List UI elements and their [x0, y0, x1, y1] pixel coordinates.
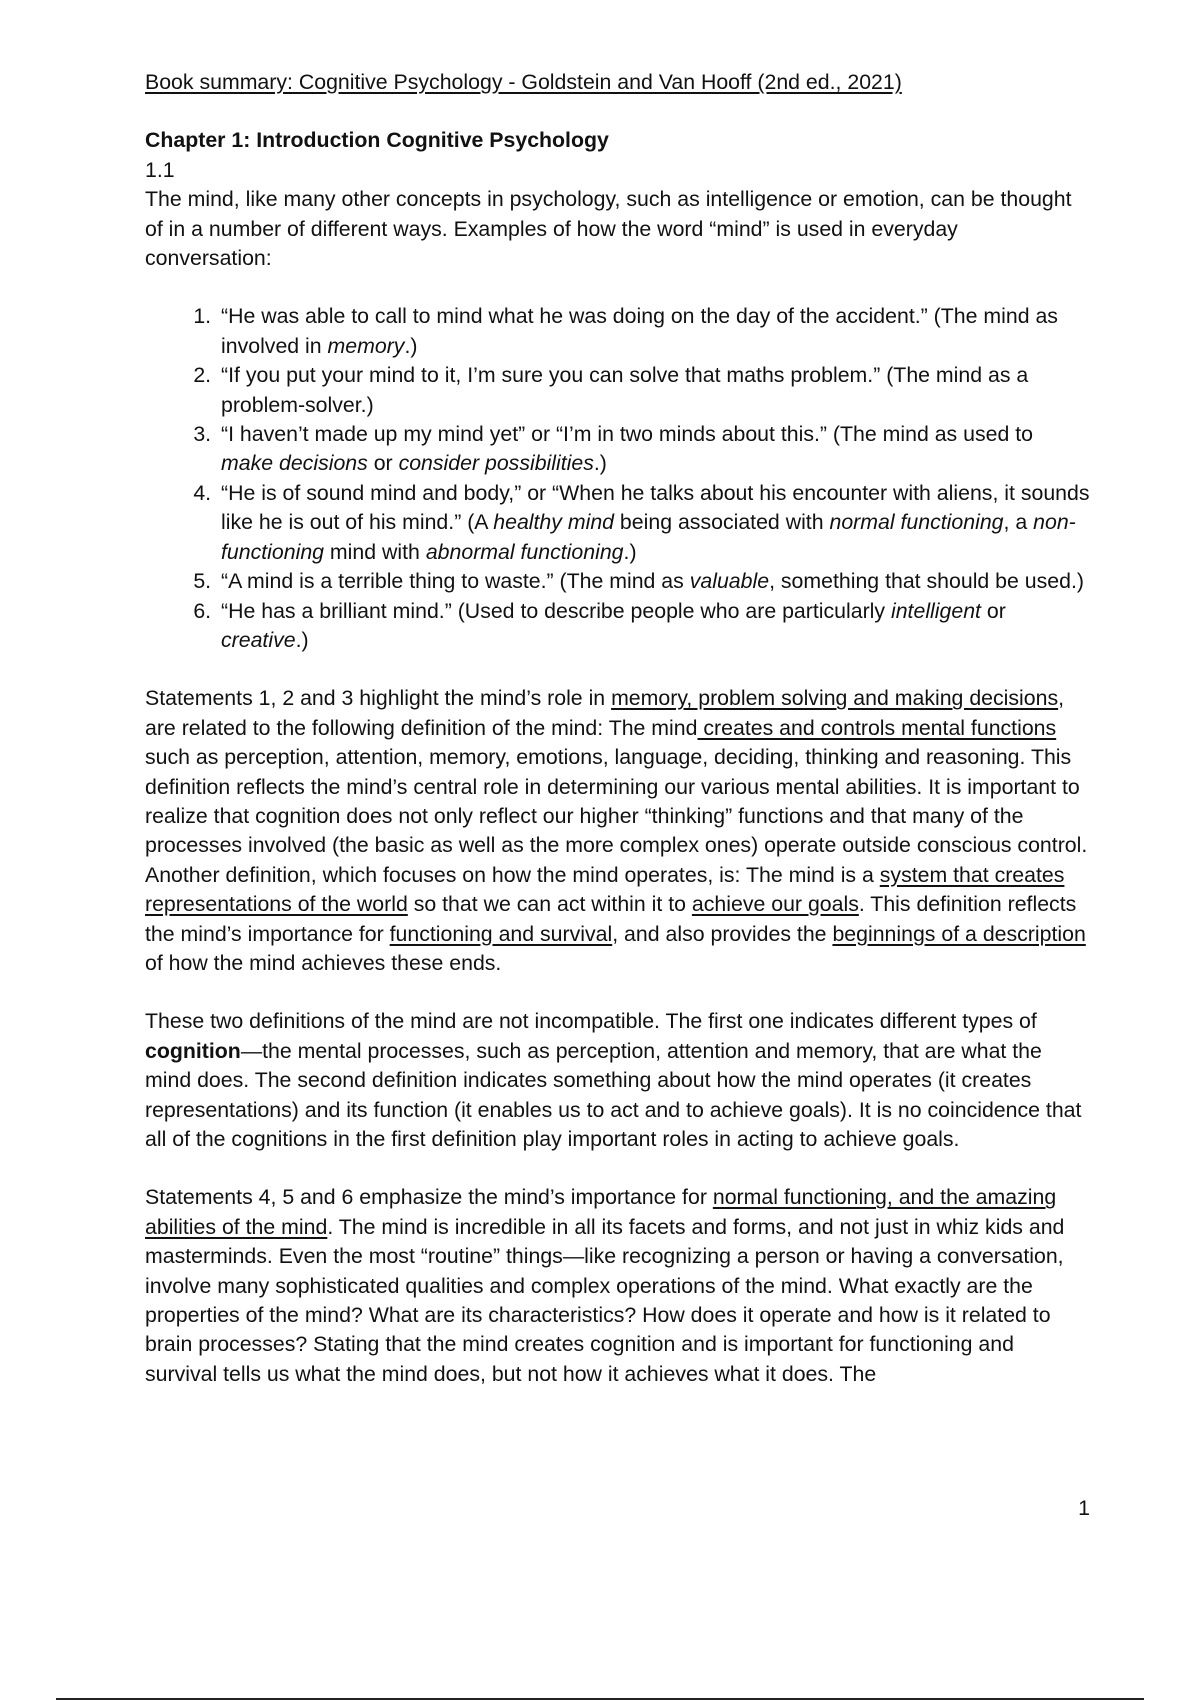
- definitions-paragraph: Statements 1, 2 and 3 highlight the mind’s role in memory, problem solving and making decisions, are related to the following definition of the mind: The mind creates and controls mental functions such as perception, attention, memory, emotions, language, deciding, thinking and reasoning. This definition reflects the mind’s central role in determining our various mental abilities. It is important to realize that cognition does not only reflect our higher “thinking” functions and that many of the processes involved (the basic as well as the more complex ones) operate outside conscious control. Another definition, which focuses on how the mind operates, is: The mind is a system that creates representations of the world so that we can act within it to achieve our goals. This definition reflects the mind’s importance for functioning and survival, and also provides the beginnings of a description of how the mind achieves these ends.: [145, 686, 1088, 975]
- list-item: 5. “A mind is a terrible thing to waste.” (The mind as valuable, something that should be used.): [217, 567, 1090, 596]
- chapter-heading: Chapter 1: Introduction Cognitive Psychology: [145, 128, 609, 153]
- list-item: 1. “He was able to call to mind what he was doing on the day of the accident.” (The mind as involved in memory.): [217, 302, 1090, 361]
- list-item: 2. “If you put your mind to it, I’m sure you can solve that maths problem.” (The mind as a problem-solver.): [217, 361, 1090, 420]
- abilities-paragraph: Statements 4, 5 and 6 emphasize the mind’s importance for normal functioning, and the amazing abilities of the mind. The mind is incredible in all its facets and forms, and not just in whiz kids and masterminds. Even the most “routine” things—like recognizing a person or having a conversation, involve many sophisticated qualities and complex operations of the mind. What exactly are the properties of the mind? What are its characteristics? How does it operate and how is it related to brain processes? Stating that the mind creates cognition and is important for functioning and survival tells us what the mind does, but not how it achieves what it does. The: [145, 1185, 1065, 1386]
- list-item: 3. “I haven’t made up my mind yet” or “I’m in two minds about this.” (The mind as used to make decisions or consider possibilities.): [217, 420, 1090, 479]
- examples-list: [145, 302, 1090, 655]
- cognition-paragraph: These two definitions of the mind are not incompatible. The first one indicates different types of cognition—the mental processes, such as perception, attention and memory, that are what the mind does. The second definition indicates something about how the mind operates (it creates representations) and its function (it enables us to act and to achieve goals). It is no coincidence that all of the cognitions in the first definition play important roles in acting to achieve goals.: [145, 1009, 1082, 1151]
- section-number: 1.1: [145, 157, 175, 182]
- document-title: Book summary: Cognitive Psychology - Goldstein and Van Hooff (2nd ed., 2021): [145, 70, 902, 94]
- page-number: 1: [1078, 1496, 1090, 1520]
- intro-paragraph: The mind, like many other concepts in psychology, such as intelligence or emotion, can be thought of in a number of different ways. Examples of how the word “mind” is used in everyday conversation:: [145, 187, 1072, 271]
- list-item: 6. “He has a brilliant mind.” (Used to describe people who are particularly intelligent or creative.): [217, 597, 1090, 656]
- list-item: 4. “He is of sound mind and body,” or “When he talks about his encounter with aliens, it sounds like he is out of his mind.” (A healthy mind being associated with normal functioning, a non-functioning mind with abnormal functioning.): [217, 479, 1090, 567]
- page-content: [145, 68, 1090, 1389]
